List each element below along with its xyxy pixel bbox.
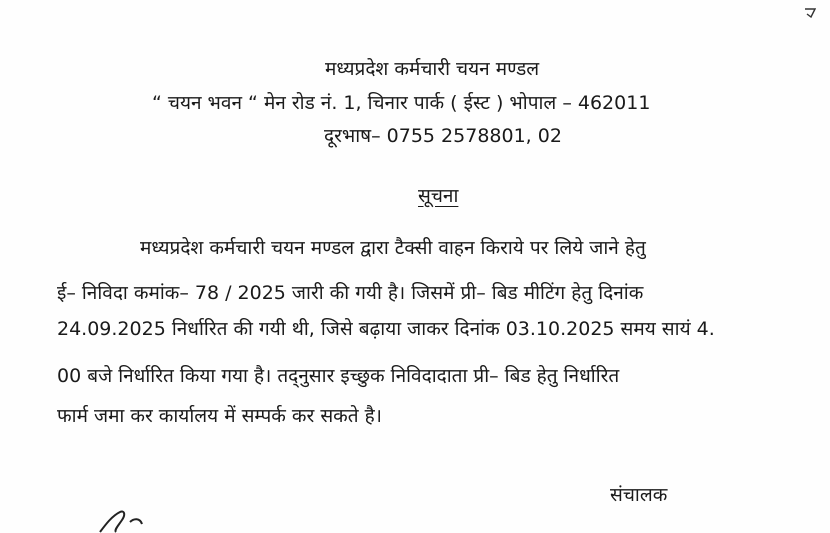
notice-body-line-5: फार्म जमा कर कार्यालय में सम्पर्क कर सकते है।: [57, 405, 382, 427]
notice-body-line-3: 24.09.2025 निर्धारित की गयी थी, जिसे बढ़ाया जाकर दिनांक 03.10.2025 समय सायं 4.: [57, 318, 715, 340]
notice-title: सूचना: [418, 185, 459, 207]
notice-body-line-1: मध्यप्रदेश कर्मचारी चयन मण्डल द्वारा टैक्सी वाहन किराये पर लिये जाने हेतु: [140, 237, 646, 259]
notice-body-line-2: ई– निविदा कमांक– 78 / 2025 जारी की गयी है। जिसमें प्री– बिड मीटिंग हेतु दिनांक: [57, 282, 644, 304]
signature-mark: [96, 510, 166, 533]
organization-address: “ चयन भवन “ मेन रोड नं. 1, चिनार पार्क ( ईस्ट ) भोपाल – 462011: [152, 92, 651, 114]
signatory-title: संचालक: [610, 484, 668, 506]
organization-phone: दूरभाष– 0755 2578801, 02: [324, 125, 562, 147]
corner-mark-icon: [804, 8, 816, 18]
notice-body-line-4: 00 बजे निर्धारित किया गया है। तद्नुसार इच्छुक निविदादाता प्री– बिड हेतु निर्धारित: [57, 365, 620, 387]
organization-name: मध्यप्रदेश कर्मचारी चयन मण्डल: [325, 58, 540, 80]
